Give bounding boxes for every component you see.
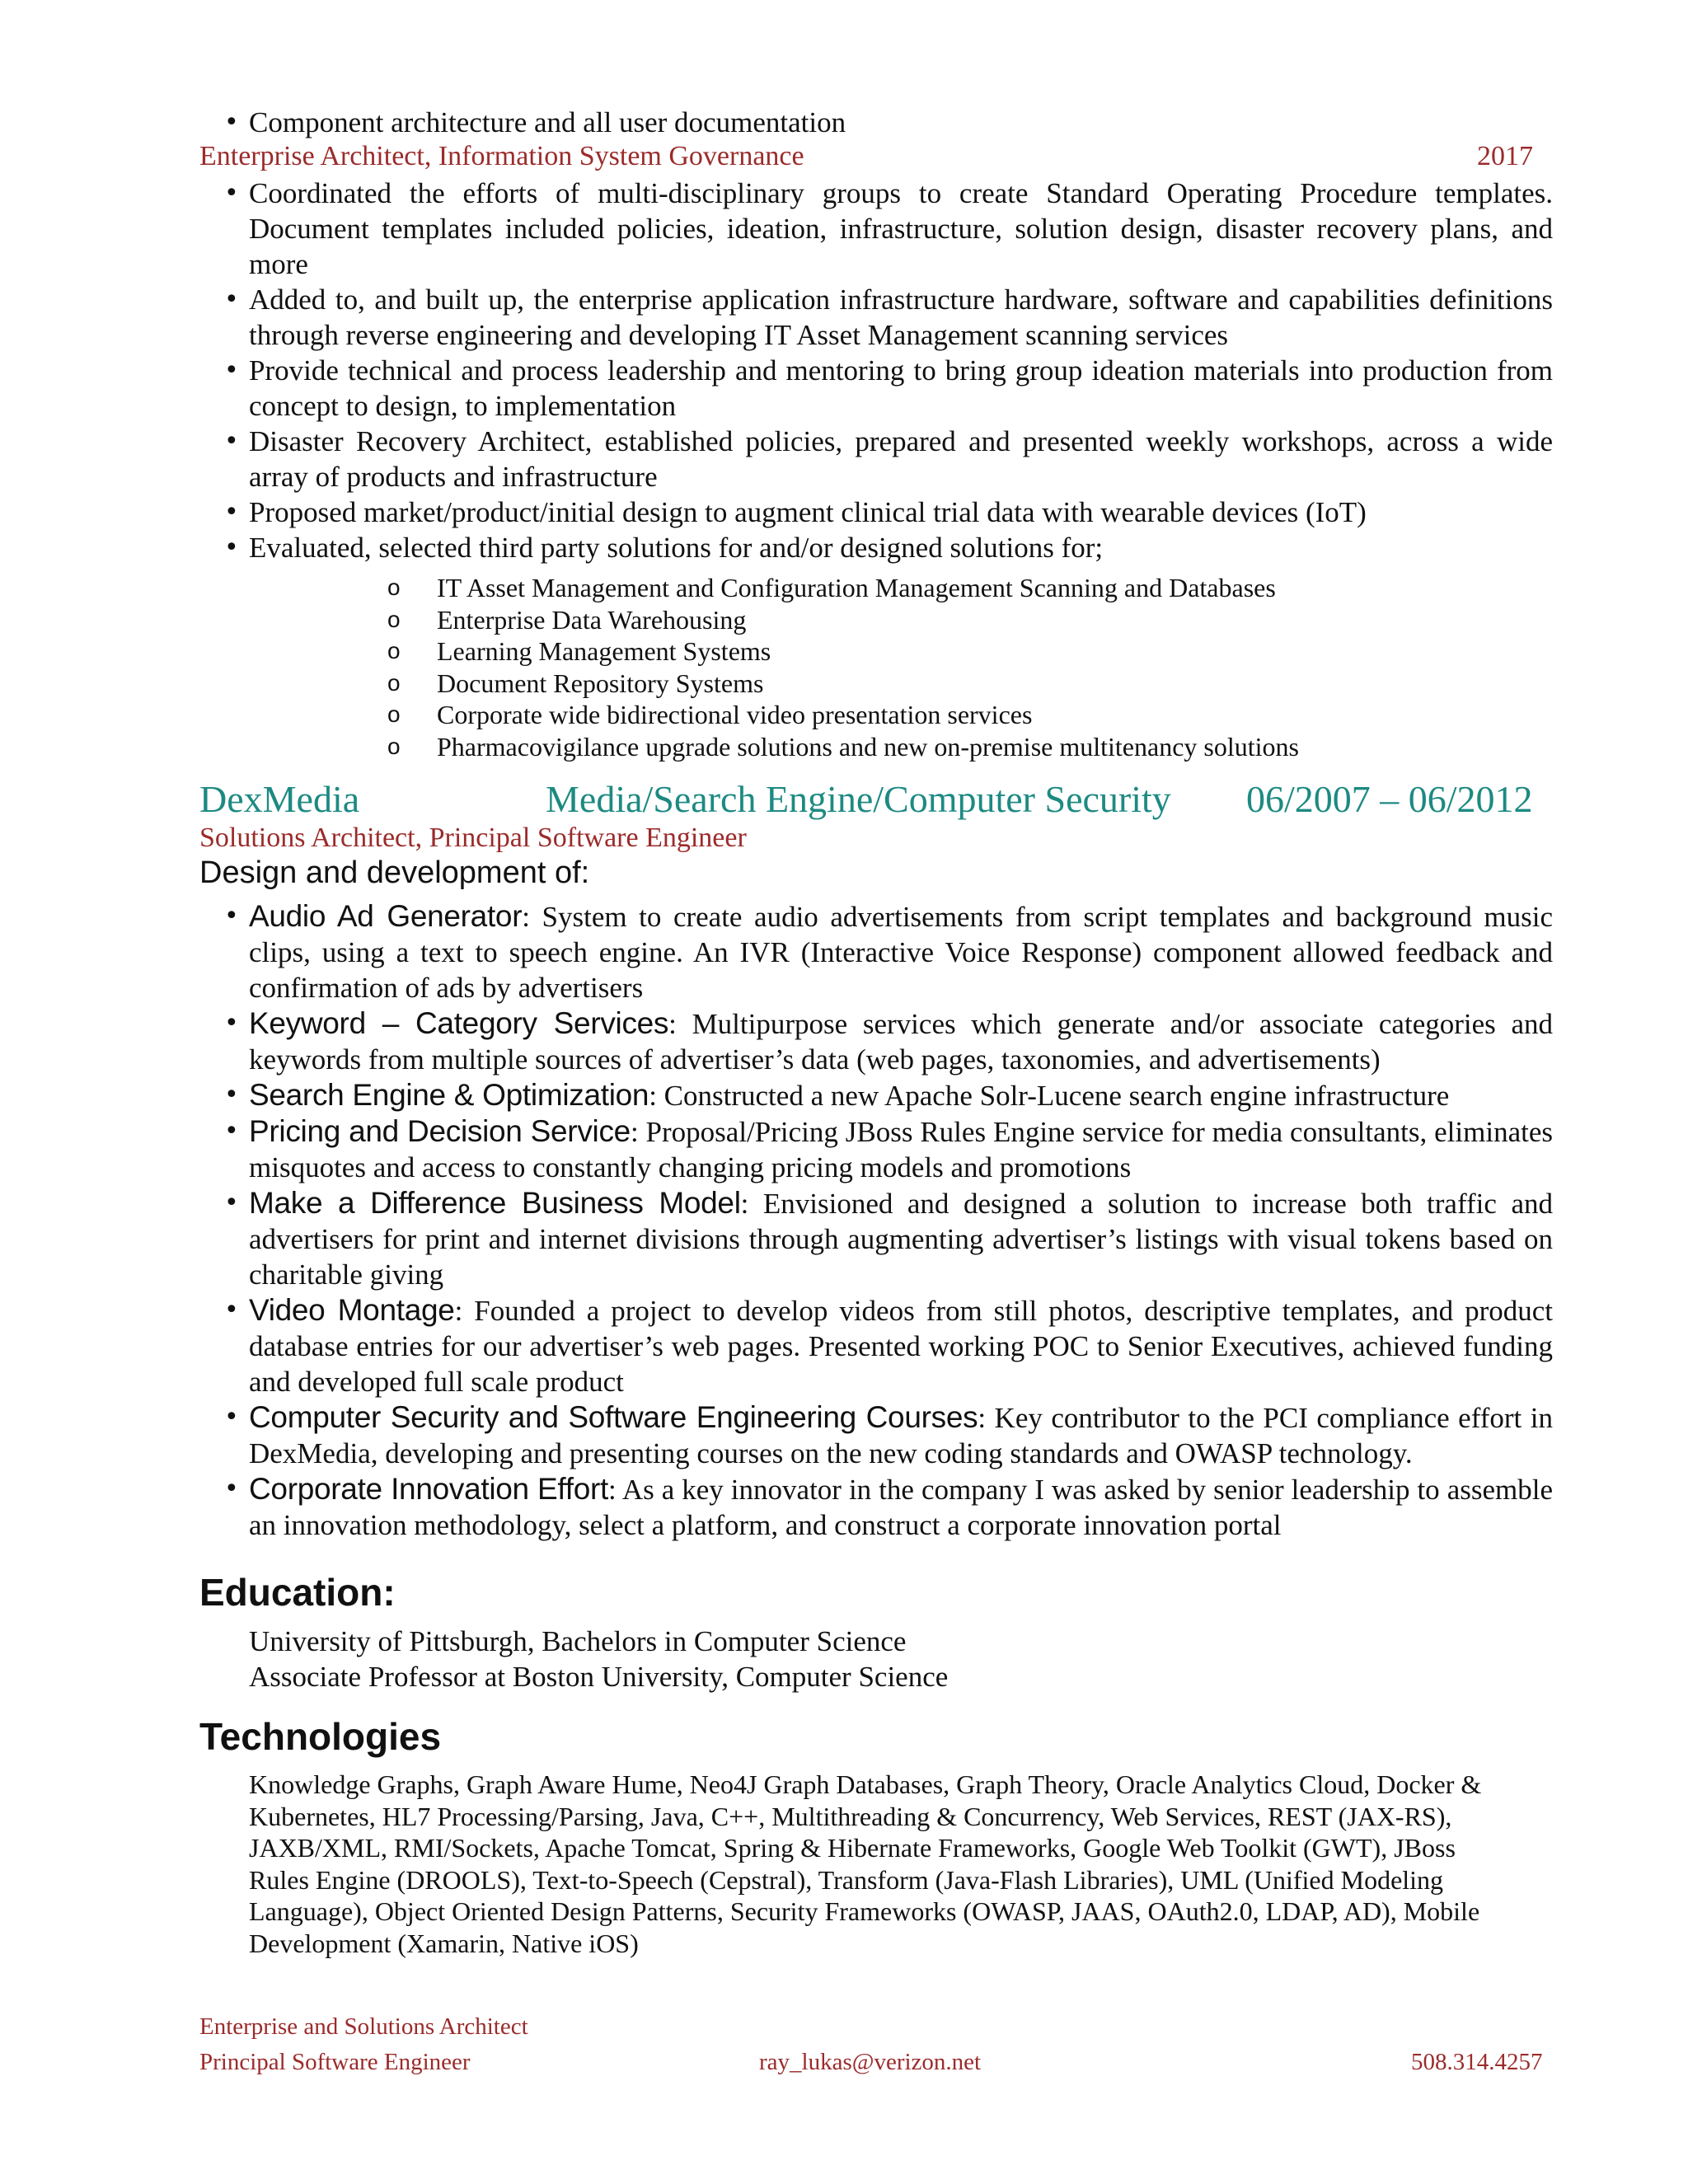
item-label: Keyword – Category Services xyxy=(249,1006,669,1040)
education-line: Associate Professor at Boston University, Computer Science xyxy=(249,1661,949,1693)
company-name: DexMedia xyxy=(199,778,360,820)
list-item: • Component architecture and all user documentation xyxy=(224,105,1553,140)
sub-list-item: o Document Repository Systems xyxy=(387,668,1299,700)
technologies-line: Knowledge Graphs, Graph Aware Hume, Neo4J Graph Databases, Graph Theory, Oracle Analytics Cloud, Docker & xyxy=(249,1769,1482,1799)
footer-title-1: Enterprise and Solutions Architect xyxy=(199,2013,528,2040)
item-text: : As a key innovator in the company I was asked by senior leadership to assemble an innovation methodology, select a platform, and construct a corporate innovation portal xyxy=(249,1474,1553,1541)
technologies-line: Development (Xamarin, Native iOS) xyxy=(249,1928,639,1958)
item-label: Search Engine & Optimization xyxy=(249,1078,649,1112)
sub-list-item: o Corporate wide bidirectional video presentation services xyxy=(387,699,1299,731)
governance-sub-list xyxy=(387,572,1299,762)
list-item xyxy=(224,1113,1553,1185)
item-label: Make a Difference Business Model xyxy=(249,1186,741,1220)
technologies-list xyxy=(249,1769,1481,1959)
footer-phone[interactable]: 508.314.4257 xyxy=(1411,2049,1543,2075)
list-item xyxy=(224,1185,1553,1292)
list-item: • Coordinated the efforts of multi-disciplinary groups to create Standard Operating Procedure templates. Document templates included policies, ideation, infrastructure, solution design, disaster recovery plans, and more xyxy=(224,176,1553,282)
company-dates: 06/2007 – 06/2012 xyxy=(1246,778,1533,820)
dexmedia-role: Solutions Architect, Principal Software Engineer xyxy=(199,823,747,853)
item-label: Audio Ad Generator xyxy=(249,899,523,933)
list-item: • Proposed market/product/initial design to augment clinical trial data with wearable devices (IoT) xyxy=(224,494,1553,530)
company-industry: Media/Search Engine/Computer Security xyxy=(546,778,1171,820)
list-item: • Evaluated, selected third party solutions for and/or designed solutions for; xyxy=(224,530,1553,565)
item-text: : Envisioned and designed a solution to increase both traffic and advertisers for print and internet divisions through augmenting advertiser’s listings with visual tokens based on charitable giving xyxy=(249,1188,1553,1291)
list-item: • Added to, and built up, the enterprise application infrastructure hardware, software and capabilities definitions through reverse engineering and developing IT Asset Management scanning services xyxy=(224,282,1553,353)
footer-title-2: Principal Software Engineer xyxy=(199,2049,471,2075)
item-label: Corporate Innovation Effort xyxy=(249,1472,609,1506)
technologies-line: Language), Object Oriented Design Patterns, Security Frameworks (OWASP, JAAS, OAuth2.0, LDAP, AD), Mobile xyxy=(249,1896,1480,1926)
footer-email[interactable]: ray_lukas@verizon.net xyxy=(759,2049,982,2075)
education-heading: Education: xyxy=(199,1571,396,1614)
list-item xyxy=(224,1005,1553,1077)
list-item xyxy=(224,1077,1553,1113)
list-item xyxy=(224,1471,1553,1543)
technologies-line: Rules Engine (DROOLS), Text-to-Speech (Cepstral), Transform (Java-Flash Libraries), UML (Unified Modeling xyxy=(249,1864,1444,1895)
item-text: : Multipurpose services which generate and/or associate categories and keywords from multiple sources of advertiser’s data (web pages, taxonomies, and advertisements) xyxy=(249,1008,1553,1076)
sub-list-item: o IT Asset Management and Configuration Management Scanning and Databases xyxy=(387,572,1299,604)
item-text: : Proposal/Pricing JBoss Rules Engine service for media consultants, eliminates misquotes and access to constantly changing pricing models and promotions xyxy=(249,1116,1553,1183)
technologies-line: Kubernetes, HL7 Processing/Parsing, Java, C++, Multithreading & Concurrency, Web Services, REST (JAX-RS), xyxy=(249,1801,1452,1831)
item-text: : System to create audio advertisements from script templates and background music clips, using a text to speech engine. An IVR (Interactive Voice Response) component allowed feedback and confirmation of ads by advertisers xyxy=(249,901,1553,1004)
governance-role: Enterprise Architect, Information System Governance xyxy=(199,141,804,171)
dexmedia-bullets xyxy=(224,898,1553,1543)
list-item xyxy=(224,898,1553,1005)
governance-bullets xyxy=(224,176,1553,565)
list-item: • Provide technical and process leadership and mentoring to bring group ideation materials into production from concept to design, to implementation xyxy=(224,353,1553,424)
education-line: University of Pittsburgh, Bachelors in Computer Science xyxy=(249,1625,907,1657)
item-label: Computer Security and Software Engineering Courses xyxy=(249,1400,978,1434)
dexmedia-intro: Design and development of: xyxy=(199,855,590,890)
sub-list-item: o Pharmacovigilance upgrade solutions and new on-premise multitenancy solutions xyxy=(387,731,1299,763)
governance-year: 2017 xyxy=(1477,141,1533,171)
list-item: • Disaster Recovery Architect, established policies, prepared and presented weekly workshops, across a wide array of products and infrastructure xyxy=(224,424,1553,494)
item-text: : Founded a project to develop videos from still photos, descriptive templates, and product database entries for our advertiser’s web pages. Presented working POC to Senior Executives, achieved funding and developed full scale product xyxy=(249,1295,1553,1398)
item-text: : Key contributor to the PCI compliance effort in DexMedia, developing and presenting courses on the new coding standards and OWASP technology. xyxy=(249,1402,1553,1469)
sub-list-item: o Learning Management Systems xyxy=(387,635,1299,668)
item-label: Pricing and Decision Service xyxy=(249,1114,631,1148)
technologies-line: JAXB/XML, RMI/Sockets, Apache Tomcat, Spring & Hibernate Frameworks, Google Web Toolkit (GWT), JBoss xyxy=(249,1833,1456,1863)
list-item xyxy=(224,1292,1553,1399)
sub-list-item: o Enterprise Data Warehousing xyxy=(387,604,1299,636)
item-text: : Constructed a new Apache Solr-Lucene search engine infrastructure xyxy=(649,1080,1450,1112)
top-bullet-list xyxy=(224,105,1553,140)
technologies-heading: Technologies xyxy=(199,1715,442,1758)
item-label: Video Montage xyxy=(249,1293,455,1327)
list-item xyxy=(224,1399,1553,1471)
